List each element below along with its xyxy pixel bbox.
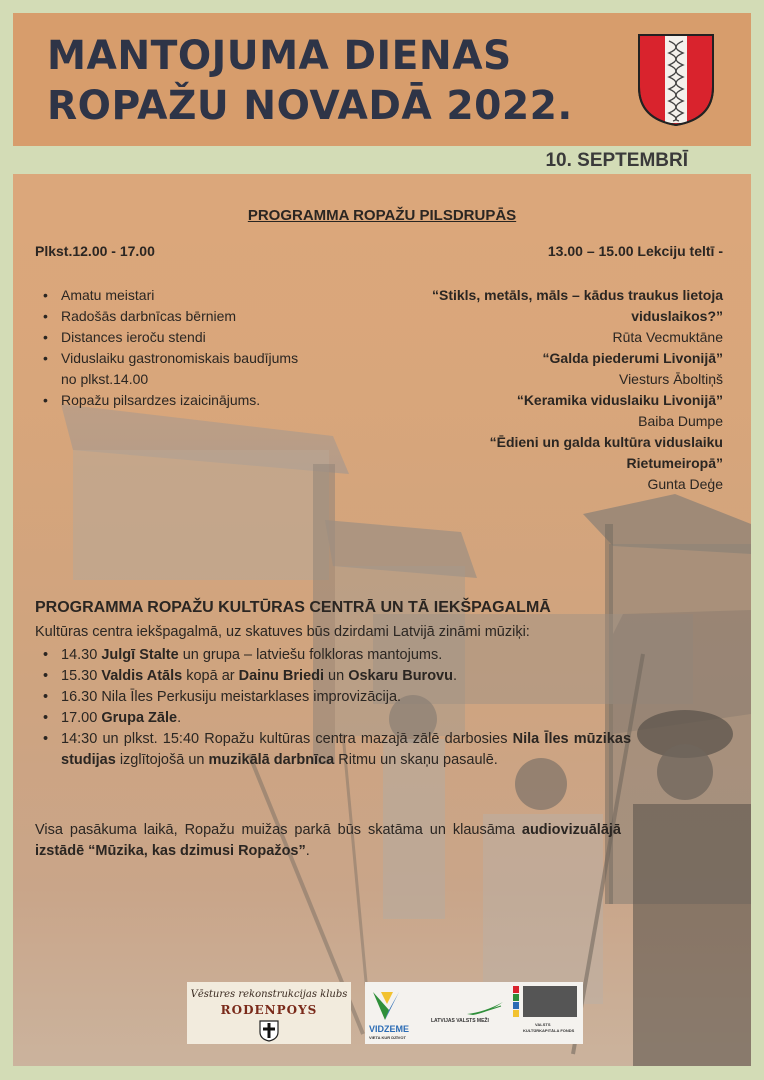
list-item: • Ropažu pilsardzes izaicinājums. [35, 390, 355, 411]
lecture-author: Rūta Vecmuktāne [612, 329, 723, 345]
vidzeme-logo-icon [371, 990, 401, 1022]
culture-center-intro: Kultūras centra iekšpagalmā, uz skatuves būs dzirdami Latvijā zināmi mūziķi: [35, 624, 530, 640]
lecture-list [343, 285, 723, 495]
performer-name: Dainu Briedi [238, 668, 325, 684]
exhibition-name: audiovizuālājā izstādē “Mūzika, kas dzimusi Ropažos” [35, 822, 621, 859]
vkkf-line-1: VALSTS [535, 1022, 551, 1027]
vkkf-line-2: KULTŪRKAPITĀLA FONDS [523, 1028, 575, 1033]
forest-logo-icon [465, 1000, 505, 1016]
activity-text: Viduslaiku gastronomiskais baudījums [61, 350, 299, 366]
vidzeme-slogan: VIETA KUR DZĪVOT [369, 1035, 406, 1040]
vidzeme-name: VIDZEME [369, 1024, 410, 1034]
program-content [13, 174, 751, 1066]
item-text: un [324, 668, 349, 684]
lecture-title: “Galda piederumi Livonijā” [542, 350, 723, 366]
item-text: kopā ar [182, 668, 239, 684]
list-item: • Radošās darbnīcas bērniem [35, 306, 355, 327]
performer-name: Julgī Stalte [101, 647, 179, 663]
list-item [35, 708, 631, 729]
club-caption: Vēstures rekonstrukcijas klubs [190, 989, 348, 1000]
program-panel [13, 174, 751, 1066]
activity-list [35, 285, 355, 411]
header-banner [13, 13, 751, 146]
rodenpoys-logo [187, 982, 351, 1044]
list-item [35, 687, 631, 708]
castle-time: Plkst.12.00 - 17.00 [35, 243, 155, 259]
club-name: RODENPOYS [220, 1003, 318, 1017]
lecture-title: “Keramika viduslaiku Livonijā” [516, 392, 723, 408]
lecture-author: Gunta Deģe [647, 476, 723, 492]
title-line-2: ROPAŽU NOVADĀ 2022. [47, 83, 573, 129]
event-date: 10. SEPTEMBRĪ [545, 150, 688, 171]
lecture-time: 13.00 – 15.00 Lekciju teltī - [547, 243, 723, 259]
list-item [35, 348, 355, 390]
list-item [35, 666, 631, 687]
item-text: un grupa – latviešu folkloras mantojums. [178, 647, 443, 663]
item-text: Ritmu un skaņu pasaulē. [334, 752, 498, 768]
page-title [47, 31, 573, 131]
list-item: • Distances ieroču stendi [35, 327, 355, 348]
list-item [35, 645, 631, 666]
item-text: 17.00 [61, 710, 102, 726]
castle-program-title: PROGRAMMA ROPAŽU PILSDRUPĀS [247, 207, 517, 224]
activity-text: no plkst.14.00 [61, 371, 149, 387]
item-text: 15.30 [61, 668, 102, 684]
workshop-name: muzikālā darbnīca [208, 752, 335, 768]
performance-list [35, 645, 631, 771]
list-item [35, 729, 631, 771]
item-text: izglītojošā un [115, 752, 209, 768]
culture-center-title: PROGRAMMA ROPAŽU KULTŪRAS CENTRĀ UN TĀ IEKŠPAGALMĀ [35, 599, 551, 616]
list-item: • Amatu meistari [35, 285, 355, 306]
lecture-title: “Stikls, metāls, māls – kādus traukus lietoja [431, 287, 723, 303]
performer-name: Valdis Atāls [101, 668, 183, 684]
item-text: 14:30 un plkst. 15:40 Ropažu kultūras centra mazajā zālē darbosies [61, 731, 513, 747]
note-text: Visa pasākuma laikā, Ropažu muižas parkā būs skatāma un klausāma [35, 822, 522, 838]
item-text: . [177, 710, 182, 726]
note-text: . [305, 843, 310, 859]
exhibition-note [35, 820, 621, 862]
performer-name: Oskaru Burovu [348, 668, 453, 684]
item-text: . [452, 668, 457, 684]
lecture-title: “Ēdieni un galda kultūra viduslaiku [489, 434, 723, 450]
coat-of-arms-icon [637, 33, 715, 127]
item-text: 14.30 [61, 647, 102, 663]
vkkf-logo-icon [513, 986, 579, 1022]
performer-name: Nila Īles mūzikas studijas [61, 731, 632, 768]
lecture-author: Viesturs Āboltiņš [618, 371, 723, 387]
title-line-1: MANTOJUMA DIENAS [47, 33, 512, 79]
lvm-name: LATVIJAS VALSTS MEŽI [431, 1018, 489, 1024]
sponsor-logos [365, 982, 583, 1044]
lecture-title: viduslaikos?” [631, 308, 723, 324]
lecture-author: Baiba Dumpe [638, 413, 723, 429]
cross-shield-icon [259, 1020, 279, 1042]
item-text: 16.30 Nila Īles Perkusiju meistarklases improvizācija. [61, 689, 402, 705]
performer-name: Grupa Zāle [101, 710, 178, 726]
lecture-title: Rietumeiropā” [626, 455, 723, 471]
